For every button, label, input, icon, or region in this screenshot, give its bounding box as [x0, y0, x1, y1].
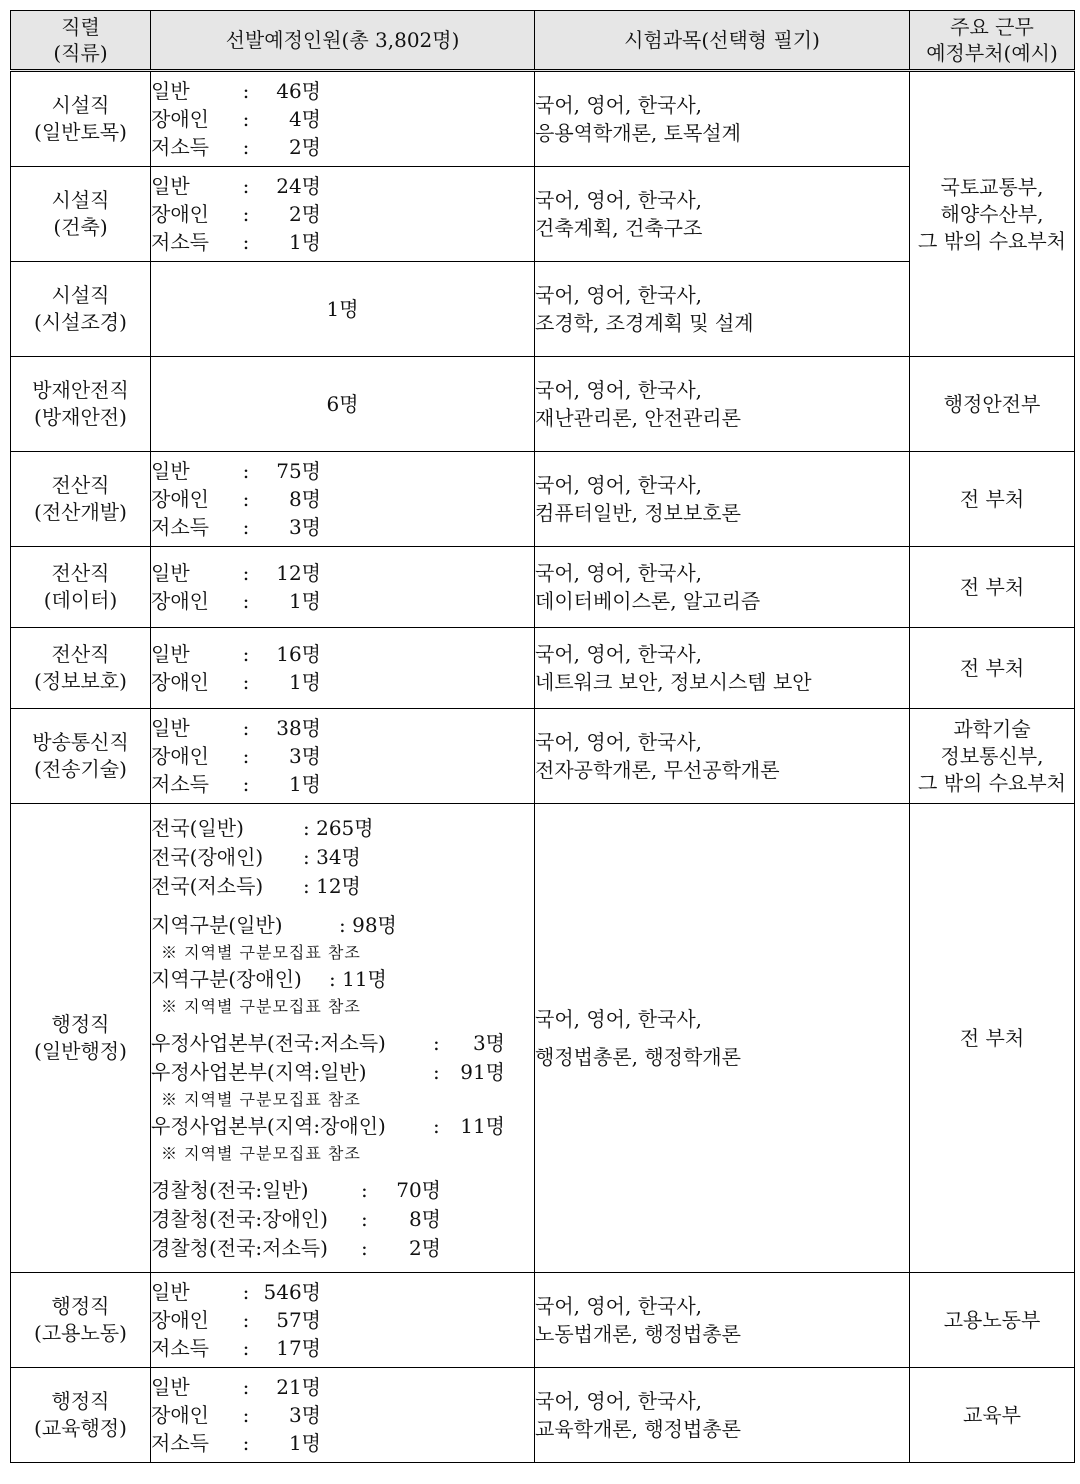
- quota-sep: :: [242, 715, 250, 740]
- quota-label: 저소득: [151, 1430, 209, 1455]
- dept-cell: 전 부처: [910, 804, 1075, 1273]
- quota-line: [151, 1058, 534, 1087]
- job-cell: [11, 71, 151, 167]
- dept-line1: 과학기술: [953, 716, 1031, 741]
- subjects-line1: 국어, 영어, 한국사,: [535, 642, 703, 666]
- quota-line: [151, 640, 534, 668]
- quota-line: [151, 587, 534, 615]
- quota-line: [151, 1205, 534, 1234]
- job-cell: [11, 262, 151, 357]
- quota-cell: [151, 547, 535, 628]
- dept-line1: 국토교통부,: [940, 174, 1044, 199]
- header-dept: [910, 11, 1075, 71]
- subjects-line2: 컴퓨터일반, 정보보호론: [535, 501, 741, 525]
- quota-value: 91명: [460, 1059, 505, 1084]
- quota-value: 17명: [276, 1335, 321, 1360]
- quota-value: : 265명: [303, 815, 374, 840]
- job-name: 전산직: [51, 473, 110, 497]
- quota-cell: [151, 1273, 535, 1368]
- job-name: 행정직: [51, 1389, 110, 1413]
- quota-value: 12명: [276, 560, 321, 585]
- quota-sep: :: [242, 486, 250, 511]
- quota-sep: :: [433, 1059, 440, 1084]
- quota-sep: :: [242, 771, 250, 796]
- subjects-line2: 조경학, 조경계획 및 설계: [535, 311, 754, 335]
- table-row: [11, 1368, 1075, 1463]
- header-job-line2: (직류): [53, 41, 108, 65]
- job-type: (고용노동): [34, 1321, 127, 1345]
- quota-line: [151, 1176, 534, 1205]
- subjects-cell: [535, 547, 910, 628]
- subjects-line1: 국어, 영어, 한국사,: [535, 1294, 703, 1318]
- dept-cell-merged: [910, 71, 1075, 357]
- quota-sep: :: [242, 514, 250, 539]
- subjects-cell: [535, 804, 910, 1273]
- quota-line: [151, 485, 534, 513]
- subjects-line1: 국어, 영어, 한국사,: [535, 1389, 703, 1413]
- job-type: (일반행정): [34, 1039, 127, 1063]
- subjects-cell: [535, 709, 910, 804]
- quota-label: 전국(저소득): [151, 873, 264, 898]
- dept-cell: [910, 709, 1075, 804]
- quota-sep: :: [242, 201, 250, 226]
- quota-line: [151, 965, 534, 994]
- quota-label: 지역구분(일반): [151, 912, 283, 937]
- table-row: [11, 628, 1075, 709]
- subjects-cell: [535, 357, 910, 452]
- quota-label: 일반: [151, 1374, 190, 1399]
- quota-value: 75명: [276, 458, 321, 483]
- subjects-cell: [535, 71, 910, 167]
- quota-line: [151, 1401, 534, 1429]
- quota-cell: [151, 804, 535, 1273]
- quota-sep: :: [361, 1177, 368, 1202]
- quota-line: [151, 1334, 534, 1362]
- subjects-line1: 국어, 영어, 한국사,: [535, 561, 703, 585]
- quota-line: [151, 1429, 534, 1457]
- quota-line: [151, 1112, 534, 1141]
- job-type: (일반토목): [34, 120, 127, 144]
- quota-value: 2명: [408, 1235, 441, 1260]
- quota-line: [151, 1278, 534, 1306]
- table-row: [11, 71, 1075, 167]
- header-subjects: 시험과목(선택형 필기): [535, 11, 910, 71]
- quota-value: 2명: [288, 201, 321, 226]
- quota-value: : 11명: [329, 966, 387, 991]
- job-cell: [11, 1273, 151, 1368]
- job-cell: [11, 628, 151, 709]
- quota-label: 장애인: [151, 201, 209, 226]
- quota-line: [151, 172, 534, 200]
- quota-line: [151, 228, 534, 256]
- quota-label: 지역구분(장애인): [151, 966, 302, 991]
- quota-line: [151, 714, 534, 742]
- quota-line: [151, 872, 534, 901]
- dept-cell: 고용노동부: [910, 1273, 1075, 1368]
- quota-value: 70명: [396, 1177, 441, 1202]
- quota-sep: :: [242, 1307, 250, 1332]
- quota-sep: :: [242, 134, 250, 159]
- quota-value: 3명: [472, 1030, 505, 1055]
- quota-sep: :: [433, 1113, 440, 1138]
- subjects-line2: 데이터베이스론, 알고리즘: [535, 589, 761, 613]
- quota-cell: 1명: [151, 262, 535, 357]
- job-name: 행정직: [51, 1294, 110, 1318]
- quota-label: 일반: [151, 173, 190, 198]
- quota-value: 1명: [288, 1430, 321, 1455]
- quota-label: 장애인: [151, 106, 209, 131]
- quota-label: 장애인: [151, 486, 209, 511]
- dept-line2: 해양수산부,: [940, 201, 1044, 226]
- quota-label: 저소득: [151, 229, 209, 254]
- quota-sep: :: [242, 641, 250, 666]
- quota-label: 일반: [151, 458, 190, 483]
- quota-line: [151, 105, 534, 133]
- quota-label: 일반: [151, 715, 190, 740]
- quota-line: [151, 513, 534, 541]
- quota-line: [151, 1029, 534, 1058]
- quota-label: 장애인: [151, 1402, 209, 1427]
- subjects-cell: [535, 167, 910, 262]
- quota-cell: [151, 709, 535, 804]
- quota-sep: :: [242, 1335, 250, 1360]
- table-row: [11, 547, 1075, 628]
- job-type: (전송기술): [34, 757, 127, 781]
- quota-label: 전국(일반): [151, 815, 244, 840]
- quota-line: [151, 77, 534, 105]
- job-type: (방재안전): [34, 405, 127, 429]
- reference-note: ※ 지역별 구분모집표 참조: [161, 1143, 361, 1163]
- dept-cell: 교육부: [910, 1368, 1075, 1463]
- quota-cell: [151, 452, 535, 547]
- quota-label: 장애인: [151, 1307, 209, 1332]
- table-row: [11, 709, 1075, 804]
- quota-sep: :: [433, 1030, 440, 1055]
- dept-cell: 전 부처: [910, 628, 1075, 709]
- header-job: [11, 11, 151, 71]
- quota-value: 8명: [408, 1206, 441, 1231]
- quota-cell: [151, 628, 535, 709]
- subjects-line2: 재난관리론, 안전관리론: [535, 406, 741, 430]
- quota-line: [151, 1234, 534, 1263]
- header-job-line1: 직렬: [61, 15, 100, 39]
- dept-line3: 그 밖의 수요부처: [918, 770, 1066, 795]
- quota-value: 2명: [288, 134, 321, 159]
- quota-sep: :: [242, 173, 250, 198]
- job-name: 행정직: [51, 1012, 110, 1036]
- quota-line: [151, 1373, 534, 1401]
- quota-sep: :: [242, 1430, 250, 1455]
- header-dept-line2: 예정부처(예시): [926, 41, 1058, 65]
- quota-label: 경찰청(전국:장애인): [151, 1206, 328, 1231]
- job-name: 시설직: [51, 93, 110, 117]
- job-name: 방송통신직: [32, 730, 129, 754]
- quota-label: 일반: [151, 641, 190, 666]
- subjects-cell: [535, 628, 910, 709]
- quota-sep: :: [361, 1235, 368, 1260]
- quota-sep: :: [242, 588, 250, 613]
- quota-line: [151, 668, 534, 696]
- quota-sep: :: [242, 78, 250, 103]
- job-name: 전산직: [51, 561, 110, 585]
- job-name: 전산직: [51, 642, 110, 666]
- subjects-cell: [535, 262, 910, 357]
- quota-cell: [151, 71, 535, 167]
- quota-value: 21명: [276, 1374, 321, 1399]
- subjects-line1: 국어, 영어, 한국사,: [535, 93, 703, 117]
- quota-sep: :: [242, 458, 250, 483]
- subjects-line2: 네트워크 보안, 정보시스템 보안: [535, 670, 812, 694]
- quota-line: [151, 1306, 534, 1334]
- subjects-line2: 응용역학개론, 토목설계: [535, 121, 741, 145]
- table-row: [11, 1273, 1075, 1368]
- subjects-line2: 건축계획, 건축구조: [535, 216, 703, 240]
- quota-sep: :: [361, 1206, 368, 1231]
- quota-value: 38명: [276, 715, 321, 740]
- subjects-line2: 노동법개론, 행정법총론: [535, 1322, 741, 1346]
- quota-value: 1명: [288, 669, 321, 694]
- header-row: [11, 11, 1075, 71]
- quota-value: 3명: [288, 743, 321, 768]
- quota-label: 저소득: [151, 771, 209, 796]
- quota-label: 경찰청(전국:일반): [151, 1177, 309, 1202]
- job-cell: [11, 1368, 151, 1463]
- quota-value: 3명: [288, 514, 321, 539]
- dept-cell: 전 부처: [910, 452, 1075, 547]
- job-cell: [11, 709, 151, 804]
- job-cell: [11, 804, 151, 1273]
- quota-value: 8명: [288, 486, 321, 511]
- dept-line2: 정보통신부,: [940, 743, 1044, 768]
- quota-line: [151, 133, 534, 161]
- quota-label: 장애인: [151, 743, 209, 768]
- header-quota: 선발예정인원(총 3,802명): [151, 11, 535, 71]
- subjects-line1: 국어, 영어, 한국사,: [535, 378, 703, 402]
- subjects-line1: 국어, 영어, 한국사,: [535, 188, 703, 212]
- quota-label: 장애인: [151, 588, 209, 613]
- quota-value: : 12명: [303, 873, 361, 898]
- job-cell: [11, 167, 151, 262]
- subjects-line2: 행정법총론, 행정학개론: [535, 1045, 741, 1069]
- quota-cell: [151, 167, 535, 262]
- quota-line: [151, 742, 534, 770]
- quota-value: 11명: [460, 1113, 505, 1138]
- quota-line: [151, 843, 534, 872]
- job-type: (전산개발): [34, 500, 127, 524]
- quota-line: [151, 200, 534, 228]
- quota-cell: 6명: [151, 357, 535, 452]
- quota-label: 우정사업본부(지역:일반): [151, 1059, 367, 1084]
- table-row: [11, 804, 1075, 1273]
- job-name: 방재안전직: [32, 378, 129, 402]
- quota-value: 57명: [276, 1307, 321, 1332]
- quota-line: [151, 770, 534, 798]
- dept-line3: 그 밖의 수요부처: [918, 228, 1066, 253]
- quota-value: 16명: [276, 641, 321, 666]
- quota-sep: :: [242, 669, 250, 694]
- quota-label: 저소득: [151, 134, 209, 159]
- table-row: [11, 357, 1075, 452]
- quota-value: 1명: [288, 588, 321, 613]
- quota-cell: [151, 1368, 535, 1463]
- recruitment-table: [10, 10, 1075, 1463]
- subjects-line1: 국어, 영어, 한국사,: [535, 1007, 703, 1031]
- quota-label: 일반: [151, 1279, 190, 1304]
- subjects-line2: 교육학개론, 행정법총론: [535, 1417, 741, 1441]
- quota-label: 일반: [151, 78, 190, 103]
- quota-value: 546명: [263, 1279, 321, 1304]
- reference-note: ※ 지역별 구분모집표 참조: [161, 942, 361, 962]
- quota-line: [151, 814, 534, 843]
- quota-value: : 34명: [303, 844, 361, 869]
- job-type: (정보보호): [34, 669, 127, 693]
- job-name: 시설직: [51, 283, 110, 307]
- dept-cell: 행정안전부: [910, 357, 1075, 452]
- quota-label: 경찰청(전국:저소득): [151, 1235, 328, 1260]
- quota-label: 전국(장애인): [151, 844, 264, 869]
- quota-label: 우정사업본부(전국:저소득): [151, 1030, 386, 1055]
- header-dept-line1: 주요 근무: [950, 15, 1034, 39]
- subjects-line1: 국어, 영어, 한국사,: [535, 473, 703, 497]
- subjects-cell: [535, 1273, 910, 1368]
- quota-label: 일반: [151, 560, 190, 585]
- table-row: [11, 452, 1075, 547]
- dept-cell: 전 부처: [910, 547, 1075, 628]
- subjects-cell: [535, 452, 910, 547]
- quota-sep: :: [242, 560, 250, 585]
- quota-sep: :: [242, 1374, 250, 1399]
- quota-line: [151, 457, 534, 485]
- job-type: (교육행정): [34, 1416, 127, 1440]
- quota-sep: :: [242, 106, 250, 131]
- quota-label: 우정사업본부(지역:장애인): [151, 1113, 386, 1138]
- job-cell: [11, 357, 151, 452]
- quota-value: 3명: [288, 1402, 321, 1427]
- quota-sep: :: [242, 743, 250, 768]
- subjects-cell: [535, 1368, 910, 1463]
- reference-note: ※ 지역별 구분모집표 참조: [161, 1089, 361, 1109]
- job-type: (데이터): [43, 588, 118, 612]
- quota-sep: :: [242, 229, 250, 254]
- quota-sep: :: [242, 1402, 250, 1427]
- job-name: 시설직: [51, 188, 110, 212]
- job-cell: [11, 452, 151, 547]
- quota-value: 46명: [276, 78, 321, 103]
- job-type: (건축): [53, 215, 108, 239]
- quota-value: 1명: [288, 771, 321, 796]
- quota-label: 저소득: [151, 514, 209, 539]
- quota-label: 장애인: [151, 669, 209, 694]
- quota-value: 24명: [276, 173, 321, 198]
- quota-label: 저소득: [151, 1335, 209, 1360]
- job-type: (시설조경): [34, 310, 127, 334]
- subjects-line2: 전자공학개론, 무선공학개론: [535, 758, 780, 782]
- subjects-line1: 국어, 영어, 한국사,: [535, 283, 703, 307]
- subjects-line1: 국어, 영어, 한국사,: [535, 730, 703, 754]
- quota-line: [151, 911, 534, 940]
- quota-value: : 98명: [339, 912, 397, 937]
- job-cell: [11, 547, 151, 628]
- quota-line: [151, 559, 534, 587]
- quota-sep: :: [242, 1279, 250, 1304]
- reference-note: ※ 지역별 구분모집표 참조: [161, 996, 361, 1016]
- quota-value: 4명: [288, 106, 321, 131]
- quota-value: 1명: [288, 229, 321, 254]
